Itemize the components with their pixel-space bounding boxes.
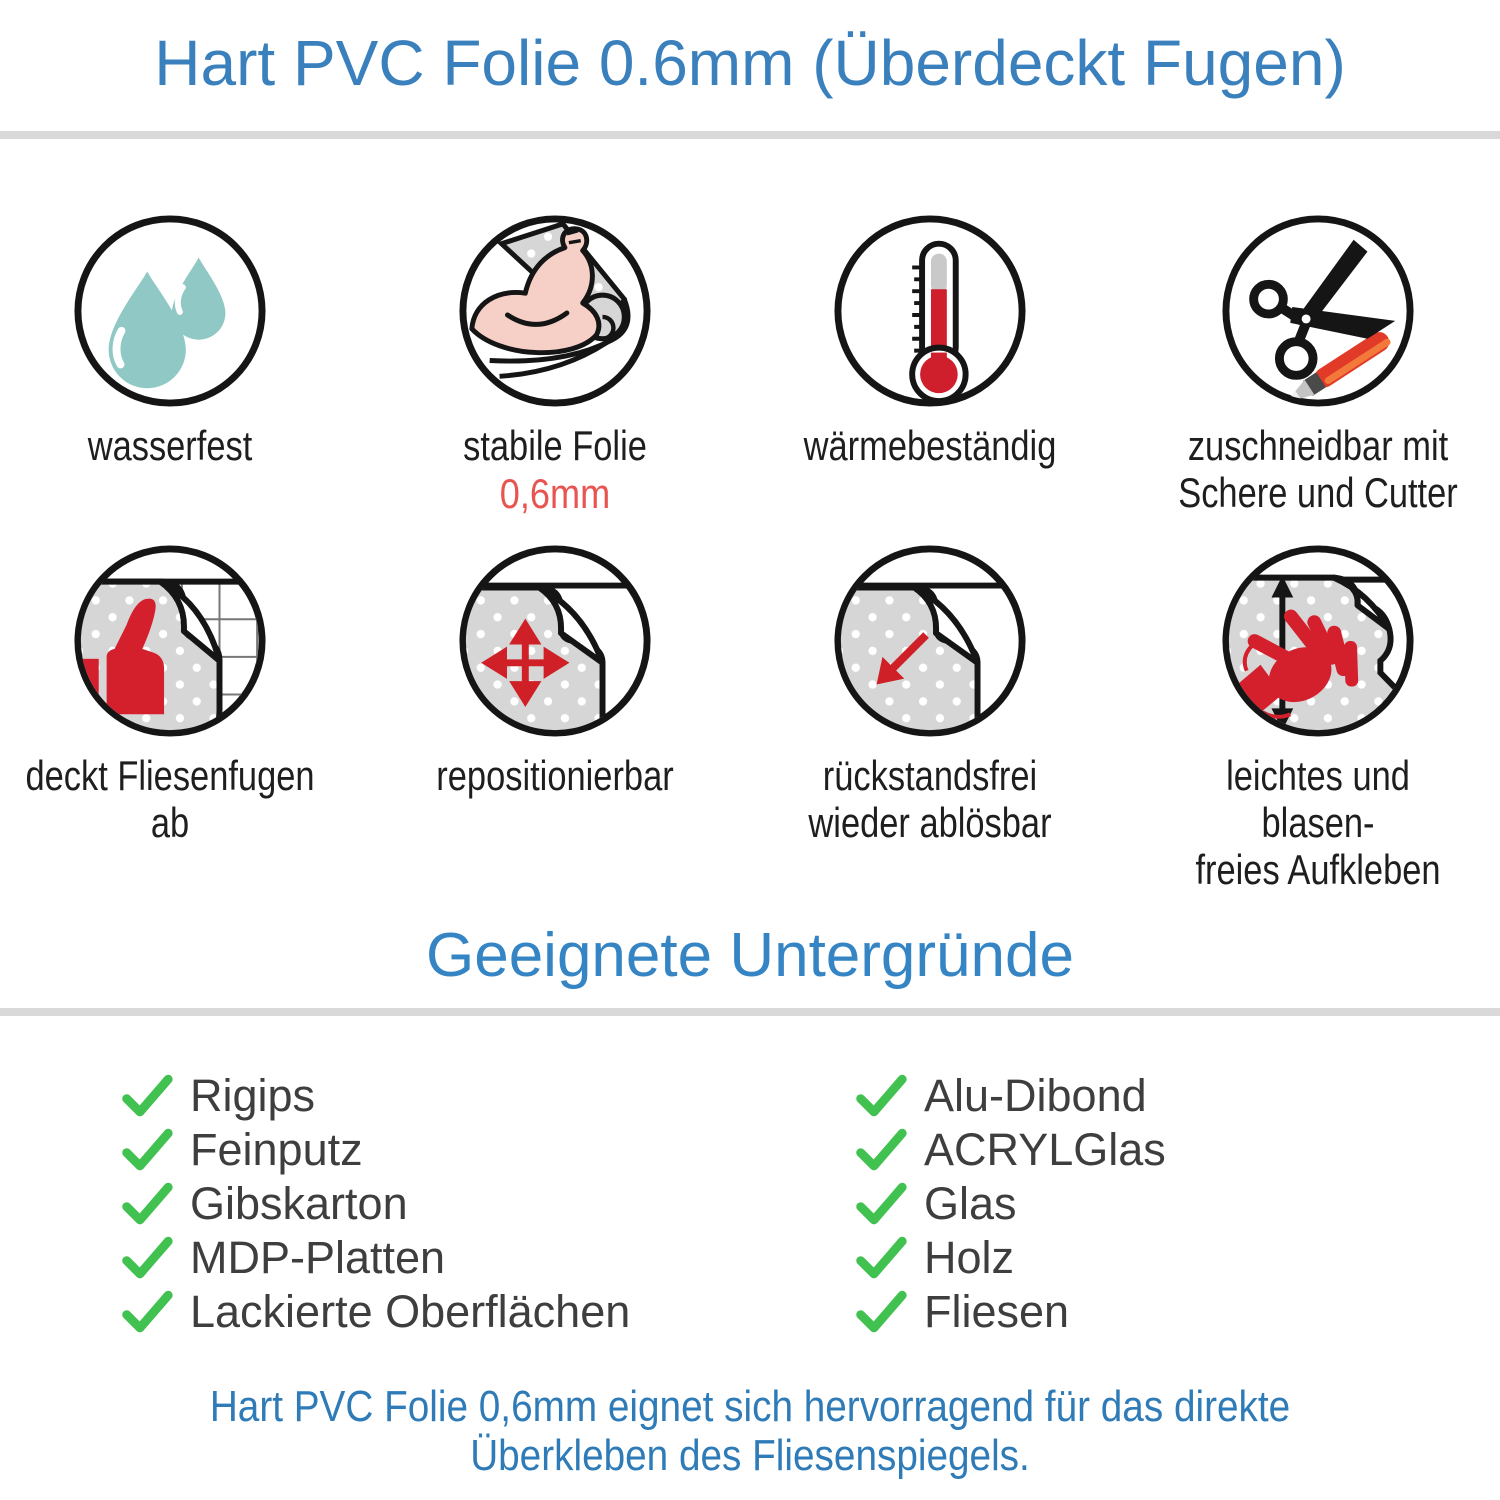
surface-item [852, 1177, 1166, 1231]
surface-item [118, 1177, 630, 1231]
check-icon [118, 1127, 176, 1173]
surface-item [118, 1069, 630, 1123]
feature-label-line: wieder ablösbar [808, 799, 1052, 846]
surface-label: Fliesen [924, 1286, 1070, 1337]
check-icon [852, 1289, 910, 1335]
divider [0, 1008, 1500, 1016]
surface-item [852, 1069, 1166, 1123]
check-icon [852, 1235, 910, 1281]
footer-line: Überkleben des Fliesenspiegels. [470, 1431, 1030, 1480]
check-icon [118, 1289, 176, 1335]
muscle-foil-roll-icon [456, 212, 654, 410]
scissors-cutter-icon [1219, 212, 1417, 410]
feature-removable [750, 542, 1110, 846]
feature-repositionable [375, 542, 735, 799]
feature-label [1170, 422, 1465, 516]
feature-sublabel-thickness: 0,6mm [499, 470, 611, 517]
surface-label: ACRYLGlas [924, 1124, 1166, 1175]
feature-label-line: leichtes und blasen- [1226, 752, 1410, 846]
surface-label: Gibskarton [190, 1178, 408, 1229]
surface-label: Alu-Dibond [924, 1070, 1147, 1121]
surface-item [852, 1285, 1166, 1339]
divider [0, 131, 1500, 139]
surface-item [118, 1123, 630, 1177]
check-icon [118, 1181, 176, 1227]
feature-cuttable [1138, 212, 1498, 516]
thumb-up-tiles-icon [71, 542, 269, 740]
check-icon [852, 1181, 910, 1227]
footer-note [90, 1382, 1410, 1480]
page-title: Hart PVC Folie 0.6mm (Überdeckt Fugen) [154, 27, 1346, 99]
surface-label: Lackierte Oberflächen [190, 1286, 631, 1337]
surface-item [852, 1123, 1166, 1177]
feature-label-line: Schere und Cutter [1178, 469, 1458, 516]
surface-item [118, 1231, 630, 1285]
surface-label: Feinputz [190, 1124, 363, 1175]
surfaces-column-right [852, 1069, 1166, 1339]
check-icon [118, 1073, 176, 1119]
feature-label-line: rückstandsfrei [822, 752, 1038, 799]
surface-label: Holz [924, 1232, 1015, 1283]
surface-label: Glas [924, 1178, 1017, 1229]
peel-arrow-foil-icon [831, 542, 1029, 740]
feature-label [782, 752, 1077, 846]
footer-line: Hart PVC Folie 0,6mm eignet sich hervorragend für das direkte [209, 1382, 1291, 1431]
feature-waterproof [0, 212, 350, 469]
feature-label-line: zuschneidbar mit [1187, 422, 1449, 469]
feature-label: stabile Folie [463, 422, 647, 469]
surface-item [852, 1231, 1166, 1285]
feature-stable-foil [375, 212, 735, 517]
feature-label: deckt Fliesenfugen ab [25, 752, 315, 846]
feature-label: repositionierbar [436, 752, 674, 799]
surfaces-column-left [118, 1069, 630, 1339]
check-icon [118, 1235, 176, 1281]
water-drops-icon [71, 212, 269, 410]
feature-label: wärmebeständig [803, 422, 1057, 469]
hand-smoothing-foil-icon [1219, 542, 1417, 740]
check-icon [852, 1127, 910, 1173]
feature-label-line: freies Aufkleben [1195, 846, 1441, 893]
feature-covers-grout [0, 542, 350, 846]
check-icon [852, 1073, 910, 1119]
surface-item [118, 1285, 630, 1339]
section-heading-surfaces: Geeignete Untergründe [425, 921, 1074, 990]
feature-bubble-free [1138, 542, 1498, 893]
feature-label: wasserfest [87, 422, 253, 469]
thermometer-icon [831, 212, 1029, 410]
feature-label [1170, 752, 1465, 893]
surface-label: Rigips [190, 1070, 316, 1121]
move-arrows-foil-icon [456, 542, 654, 740]
surface-label: MDP-Platten [190, 1232, 446, 1283]
feature-heat-resistant [750, 212, 1110, 469]
